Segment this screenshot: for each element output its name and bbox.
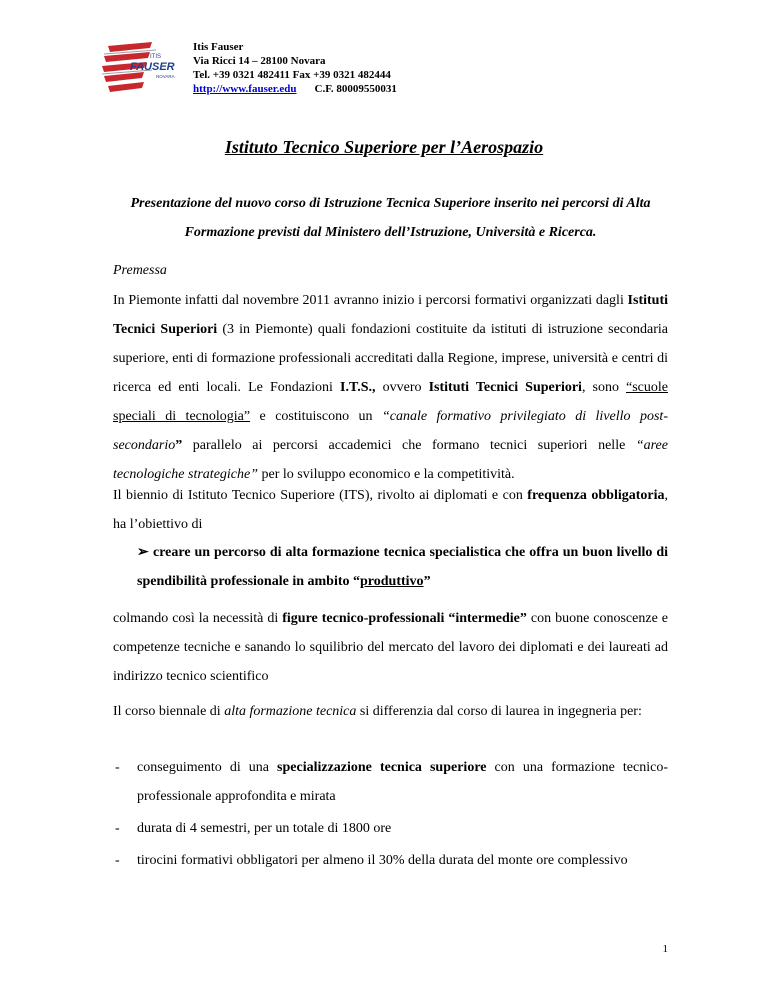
text-run: (3 in Piemonte) quali fondazioni costituite da istituti di istruzione secondaria superiore, enti di formazione professionali accreditati dalla Regione, imprese, università e centri di ricerca ed enti locali. Le Fondazioni [113, 322, 668, 395]
paragraph-figure [113, 604, 668, 691]
italic-run: “canale formativo privilegiato di livello post-secondario [113, 409, 668, 453]
page-number: 1 [662, 943, 668, 955]
text-run: si differenzia dal corso di laurea in ingegneria per: [356, 704, 642, 719]
dash-bullet: - [115, 821, 120, 836]
bold-run: figure tecnico-professionali “intermedie” [282, 611, 527, 626]
text-run: ” [423, 574, 431, 589]
text-run: , sono [581, 380, 627, 395]
text-run: In Piemonte infatti dal novembre 2011 avranno inizio i percorsi formativi organizzati dagli [113, 293, 628, 308]
text-run: durata di 4 semestri, per un totale di 1800 ore [137, 821, 392, 836]
dash-bullet: - [115, 760, 120, 775]
text-run: parallelo ai percorsi accademici che formano tecnici superiori nelle [182, 438, 636, 453]
letterhead [193, 40, 397, 96]
text-run: creare un percorso di alta formazione tecnica specialistica che offra un buon livello di spendibilità professionale in ambito “ [137, 545, 668, 589]
arrow-bullet-icon: ➢ [137, 545, 149, 560]
paragraph-intro [113, 286, 668, 489]
bold-run: ” [175, 438, 183, 453]
dash-bullet: - [115, 853, 120, 868]
underlined-run: produttivo [360, 574, 424, 589]
org-phone-fax: Tel. +39 0321 482411 Fax +39 0321 482444 [193, 69, 391, 81]
differences-list [113, 753, 668, 878]
org-web-line [193, 82, 397, 96]
text-run: ovvero [375, 380, 429, 395]
italic-run: alta formazione tecnica [224, 704, 357, 719]
list-item [113, 814, 668, 843]
text-run: colmando così la necessità di [113, 611, 283, 626]
bullet-objective [137, 538, 668, 596]
fauser-logo [100, 40, 180, 96]
bold-run: Istituti Tecnici Superiori [113, 293, 668, 337]
text-run: Il corso biennale di [113, 704, 225, 719]
document-title: Istituto Tecnico Superiore per l’Aerospazio [224, 137, 544, 157]
website-link[interactable]: http://www.fauser.edu [193, 83, 297, 95]
text-run: conseguimento di una [137, 760, 278, 775]
bold-run: specializzazione tecnica superiore [277, 760, 487, 775]
logo-text-top: ITIS [150, 54, 162, 60]
text-run: con una formazione tecnico- professionale approfondita e mirata [137, 760, 668, 804]
text-run: per lo sviluppo economico e la competitività. [258, 467, 515, 482]
document-subtitle: Presentazione del nuovo corso di Istruzione Tecnica Superiore inserito nei percorsi di Alta Formazione previsti dal Ministero dell’Istruzione, Università e Ricerca. [130, 196, 651, 240]
bold-run: I.T.S., [340, 380, 376, 395]
list-item [113, 846, 668, 875]
text-run: e costituiscono un [250, 409, 382, 424]
org-name: Itis Fauser [193, 41, 244, 53]
bold-run: frequenza obbligatoria [527, 488, 665, 503]
paragraph-biennio [113, 481, 668, 539]
logo-text-main: FAUSER [130, 61, 175, 73]
text-run: , ha l’obiettivo di [113, 488, 668, 532]
paragraph-corso [113, 697, 668, 726]
text-run: tirocini formativi obbligatori per almeno il 30% della durata del monte ore complessivo [137, 853, 628, 868]
underlined-run: “scuole speciali di tecnologia” [113, 380, 668, 424]
tax-code: C.F. 80009550031 [314, 83, 397, 95]
italic-run: “aree tecnologiche strategiche” [113, 438, 668, 482]
text-run: Il biennio di Istituto Tecnico Superiore (ITS), rivolto ai diplomati e con [113, 488, 528, 503]
list-item [113, 753, 668, 811]
org-address: Via Ricci 14 – 28100 Novara [193, 55, 326, 67]
logo-text-sub: NOVARA [156, 74, 175, 79]
section-label-premessa: Premessa [113, 263, 167, 278]
bold-run: Istituti Tecnici Superiori [428, 380, 582, 395]
text-run: con buone conoscenze e competenze tecniche e sanando lo squilibrio del mercato del lavoro dei diplomati e dei laureati ad indirizzo tecnico scientifico [113, 611, 668, 684]
